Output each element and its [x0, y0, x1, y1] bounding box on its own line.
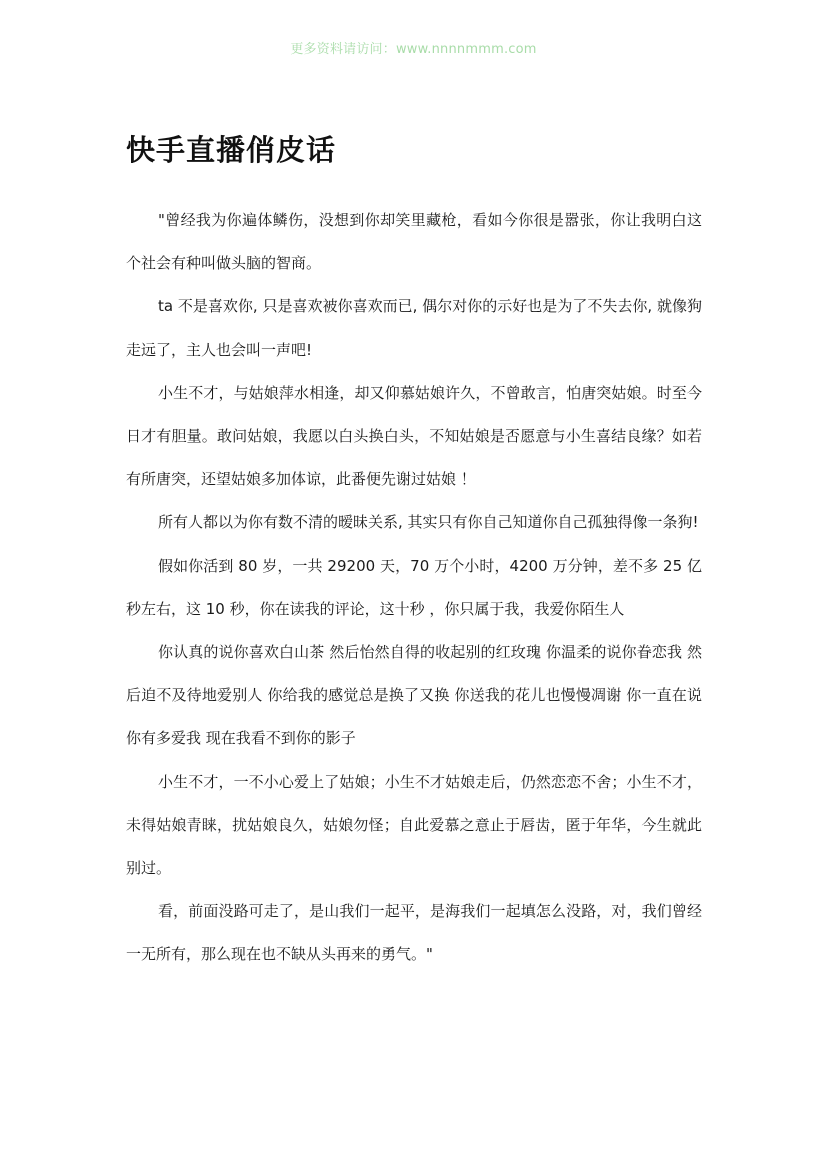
paragraph-3: 小生不才，与姑娘萍水相逢，却又仰慕姑娘许久，不曾敢言，怕唐突姑娘。时至今日才有胆量。敢问姑娘，我愿以白头换白头，不知姑娘是否愿意与小生喜结良缘？如若有所唐突，还望姑娘多加体谅，此番便先谢过姑娘 ！ — [126, 383, 702, 489]
paragraph-8: 看，前面没路可走了，是山我们一起平，是海我们一起填怎么没路，对，我们曾经一无所有，那么现在也不缺从头再来的勇气。" — [126, 902, 702, 964]
page-header-watermark: 更多资料请访问：www.nnnnmmm.com — [290, 42, 537, 57]
paragraph-2: ta 不是喜欢你, 只是喜欢被你喜欢而已, 偶尔对你的示好也是为了不失去你, 就像狗走远了，主人也会叫一声吧! — [126, 297, 702, 359]
document-body — [126, 199, 702, 977]
paragraph-1: "曾经我为你遍体鳞伤，没想到你却笑里藏枪，看如今你很是嚣张，你让我明白这个社会有种叫做头脑的智商。 — [126, 211, 702, 273]
paragraph-4: 所有人都以为你有数不清的暧昧关系, 其实只有你自己知道你自己孤独得像一条狗! — [158, 513, 699, 532]
paragraph-5: 假如你活到 80 岁，一共 29200 天，70 万个小时，4200 万分钟，差不多 25 亿秒左右，这 10 秒，你在读我的评论，这十秒 ，你只属于我，我爱你陌生人 — [126, 556, 702, 618]
paragraph-7: 小生不才，一不小心爱上了姑娘；小生不才姑娘走后，仍然恋恋不舍；小生不才，未得姑娘青睐，扰姑娘良久，姑娘勿怪；自此爱慕之意止于唇齿，匿于年华，今生就此别过。 — [126, 772, 702, 878]
document-title: 快手直播俏皮话 — [126, 133, 337, 167]
paragraph-6: 你认真的说你喜欢白山茶 然后怡然自得的收起别的红玫瑰 你温柔的说你眷恋我 然后迫不及待地爱别人 你给我的感觉总是换了又换 你送我的花儿也慢慢凋谢 你一直在说你有多爱我 现在我看不到你的影子 — [126, 643, 702, 748]
